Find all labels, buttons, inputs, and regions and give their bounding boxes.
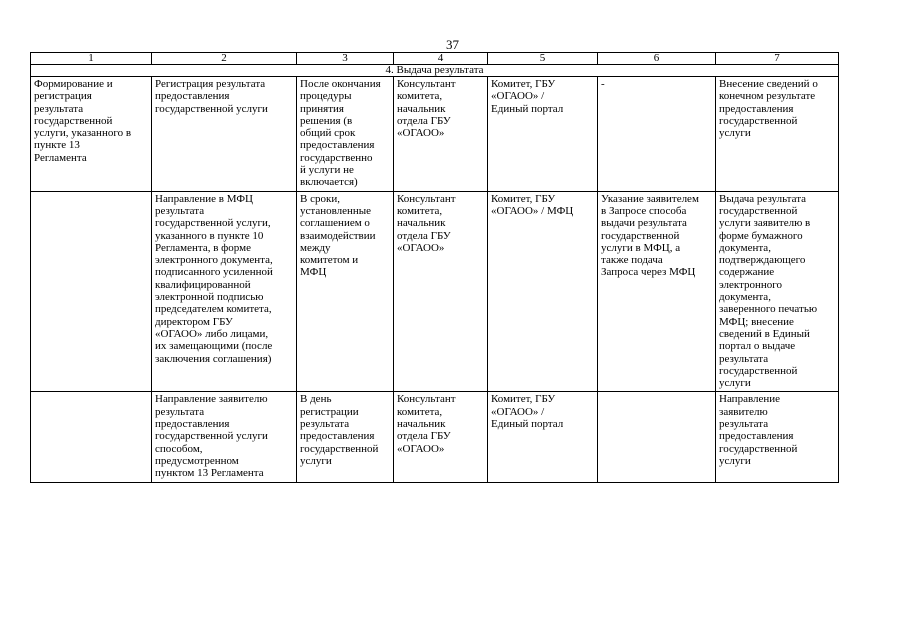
page-number: 37 — [446, 37, 459, 52]
table-cell — [31, 191, 152, 392]
column-number-row — [31, 53, 839, 65]
column-number: 6 — [598, 53, 716, 65]
table-row — [31, 191, 839, 392]
column-number: 3 — [297, 53, 394, 65]
table-cell: В сроки, установленные соглашением о взаимодействии между комитетом и МФЦ — [297, 191, 394, 392]
table-cell: Комитет, ГБУ «ОГАОО» / Единый портал — [488, 392, 598, 482]
table-cell: В день регистрации результата предоставления государственной услуги — [297, 392, 394, 482]
table-cell: Комитет, ГБУ «ОГАОО» / Единый портал — [488, 77, 598, 192]
procedure-table — [30, 52, 839, 483]
table-cell: Консультант комитета, начальник отдела ГБУ «ОГАОО» — [394, 77, 488, 192]
table-row — [31, 77, 839, 192]
column-number: 7 — [716, 53, 839, 65]
table-cell: Консультант комитета, начальник отдела ГБУ «ОГАОО» — [394, 191, 488, 392]
column-number: 5 — [488, 53, 598, 65]
table-cell — [31, 392, 152, 482]
column-number: 4 — [394, 53, 488, 65]
section-title: 4. Выдача результата — [31, 65, 839, 77]
table-cell: - — [598, 77, 716, 192]
table-cell: Формирование и регистрация результата государственной услуги, указанного в пункте 13 Регламента — [31, 77, 152, 192]
section-row — [31, 65, 839, 77]
table-cell: Внесение сведений о конечном результате предоставления государственной услуги — [716, 77, 839, 192]
table-cell: Выдача результата государственной услуги заявителю в форме бумажного документа, подтверждающего содержание электронного документа, заверенного печатью МФЦ; внесение сведений в Единый портал о выдаче результата государственной услуги — [716, 191, 839, 392]
table-cell: Направление заявителю результата предоставления государственной услуги — [716, 392, 839, 482]
table-cell: Указание заявителем в Запросе способа выдачи результата государственной услуги в МФЦ, а также подача Запроса через МФЦ — [598, 191, 716, 392]
column-number: 1 — [31, 53, 152, 65]
table-cell: Направление заявителю результата предоставления государственной услуги способом, предусмотренном пунктом 13 Регламента — [152, 392, 297, 482]
table-cell: Регистрация результата предоставления государственной услуги — [152, 77, 297, 192]
table-cell — [598, 392, 716, 482]
table-cell: Направление в МФЦ результата государственной услуги, указанного в пункте 10 Регламента, в форме электронного документа, подписанного усиленной квалифицированной электронной подписью председателем комитета, директором ГБУ «ОГАОО» либо лицами, их замещающими (после заключения соглашения) — [152, 191, 297, 392]
table-cell: После окончания процедуры принятия решения (в общий срок предоставления государственно й услуги не включается) — [297, 77, 394, 192]
table-row — [31, 392, 839, 482]
column-number: 2 — [152, 53, 297, 65]
table-cell: Консультант комитета, начальник отдела ГБУ «ОГАОО» — [394, 392, 488, 482]
table-cell: Комитет, ГБУ «ОГАОО» / МФЦ — [488, 191, 598, 392]
